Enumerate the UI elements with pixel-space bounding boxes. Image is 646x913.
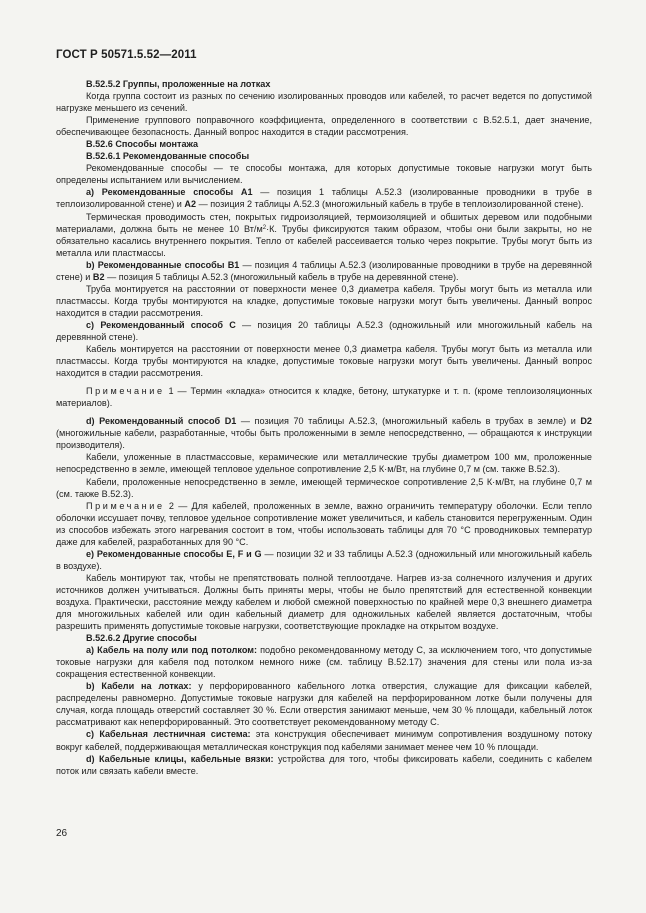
paragraph: Термическая проводимость стен, покрытых гидроизоляцией, термоизоляцией и обшитых деревом или подобными материалами, должна быть не менее 10 $Вт/м^2\cdot К$. Трубы фиксируются таким образом, чтобы они были закрыты, но не обязательно касались внутреннего покрытия. Тепло от кабелей рассеивается только через покрытие. Трубы могут быть из металла или пластмассы. [56,211,592,258]
list-item-other-d: d) Кабельные клицы, кабельные вязки: устройства для того, чтобы фиксировать кабели, соединить с кабелем поток или связать кабели вместе. [56,753,592,776]
note-label: Примечание [86,386,165,397]
paragraph: Применение группового поправочного коэффициента, определенного в соответствии с В.52.5.1, дает значение, обеспечивающее безопасность. Данный вопрос находится в стадии рассмотрения. [56,115,592,138]
list-item-other-a: а) Кабель на полу или под потолком: подобно рекомендованному методу С, за исключением того, что допустимые токовые нагрузки для кабеля под потолком немного ниже (см. таблицу В.52.17) значения для стены или пола из-за сокращения естественной конвекции. [56,645,592,680]
list-item-a: а) Рекомендованные способы А1 — позиция 1 таблицы А.52.3 (изолированные проводники в трубе в теплоизолированной стене) и А2 — позиция 2 таблицы А.52.3 (многожильный кабель в трубе в теплоизолированной стене). [56,187,592,210]
list-item-other-b: b) Кабели на лотках: у перфорированного кабельного лотка отверстия, служащие для фиксации кабелей, распределены равномерно. Допустимые токовые нагрузки для кабелей на перфорированном лотке были получены для случая, когда площадь отверстий составляет 30 %. Если отверстия занимают меньше, чем 30 % площади, кабельный лоток рассматривают как неперфорированный. Это соответствует рекомендованному методу С. [56,681,592,728]
note-label: Примечание [86,500,165,511]
section-heading-b5262: В.52.6.2 Другие способы [86,633,197,644]
paragraph: Когда группа состоит из разных по сечению изолированных проводов или кабелей, то расчет ведется по допустимой нагрузке меньшего из сечений. [56,91,592,114]
list-item-label: а) Кабель на полу или под потолком: [86,645,258,656]
list-item-c: с) Рекомендованный способ С — позиция 20 таблицы А.52.3 (одножильный или многожильный кабель на деревянной стене). [56,319,592,342]
paragraph: Труба монтируется на расстоянии от поверхности менее 0,3 диаметра кабеля. Трубы могут быть из металла или пластмассы. Когда трубы монтируются на кладке, допустимые токовые нагрузки могут быть увеличены. Данный вопрос находится в стадии рассмотрения. [56,283,592,318]
list-item-b: b) Рекомендованные способы В1 — позиция 4 таблицы А.52.3 (изолированные проводники в трубе на деревянной стене) и В2 — позиция 5 таблицы А.52.3 (многожильный кабель в трубе на деревянной стене). [56,259,592,282]
section-heading-b526: В.52.6 Способы монтажа [86,139,199,150]
paragraph: Кабели, уложенные в пластмассовые, керамические или металлические трубы диаметром 100 мм, проложенные непосредственно в земле, имеющей тепловое удельное сопротивление 2,5 К·м/Вт, на глубине 0,7 м (см. также В.52.3). [56,452,592,475]
list-item-label: а) Рекомендованные способы А1 [86,187,253,198]
list-item-label: d) Рекомендованный способ D1 [86,416,237,427]
note-2: Примечание 2 — Для кабелей, проложенных в земле, важно ограничить температуру оболочки. Если тепло оболочки иссушает почву, тепловое удельное сопротивление может увеличиться, и кабель становится перегруженным. Один из способов избежать этого нагревания состоит в том, чтобы использовать таблицы для 70 °С проводниковых температур даже для кабелей, разработанных для 90 °С. [56,500,592,547]
section-heading-b5261: В.52.6.1 Рекомендованные способы [86,151,250,162]
paragraph: Кабели, проложенные непосредственно в земле, имеющей термическое сопротивление 2,5 К·м/Вт, на глубине 0,7 м (см. также В.52.3). [56,476,592,499]
list-item-label: d) Кабельные клицы, кабельные вязки: [86,753,274,764]
list-item-d: d) Рекомендованный способ D1 — позиция 70 таблицы А.52.3, (многожильный кабель в трубах в земле) и D2 (многожильные кабели, разработанные, чтобы быть проложенными в земле непосредственно, — обращаются к инструкции производителя). [56,416,592,451]
document-header: ГОСТ Р 50571.5.52—2011 [56,49,197,61]
list-item-label: е) Рекомендованные способы Е, F и G [86,548,262,559]
note-1: Примечание 1 — Термин «кладка» относится к кладке, бетону, штукатурке и т. п. (кроме теплоизоляционных материалов). [56,386,592,409]
list-item-label: b) Кабели на лотках: [86,681,192,692]
paragraph: Кабель монтируют так, чтобы не препятствовать полной теплоотдаче. Нагрев из-за солнечного излучения и других источников должен учитываться. Должны быть приняты меры, чтобы не было препятствий для естественной конвекции воздуха. Практически, расстояние между кабелем и любой смежной поверхностью по крайней мере 0,3 внешнего диаметра для многожильных кабелей или один кабельный диаметр для одножильных кабелей является достаточным, чтобы разрешить применять допустимые токовые нагрузки, соответствующие прокладке на открытом воздухе. [56,572,592,632]
list-item-e: е) Рекомендованные способы Е, F и G — позиции 32 и 33 таблицы А.52.3 (одножильный или многожильный кабель в воздухе). [56,548,593,571]
page-number: 26 [56,828,68,839]
paragraph: Кабель монтируется на расстоянии от поверхности менее 0,3 диаметра кабеля. Трубы могут быть из металла или пластмассы. Когда трубы монтируются на кладке, допустимые токовые нагрузки могут быть увеличены. Данный вопрос находится в стадии рассмотрения. [56,344,592,379]
list-item-other-c: с) Кабельная лестничная система: эта конструкция обеспечивает минимум сопротивления воздушному потоку вокруг кабелей, поддерживающая металлическая конструкция под кабелями занимает менее чем 10 % площади. [56,729,592,752]
list-item-label: с) Кабельная лестничная система: [86,729,251,740]
document-body [56,78,592,777]
paragraph: Рекомендованные способы — те способы монтажа, для которых допустимые токовые нагрузки могут быть определены испытанием или вычислением. [56,163,592,186]
section-heading-b5252: В.52.5.2 Группы, проложенные на лотках [86,79,271,89]
list-item-label: с) Рекомендованный способ С [86,319,236,330]
list-item-label: b) Рекомендованные способы В1 [86,259,240,270]
